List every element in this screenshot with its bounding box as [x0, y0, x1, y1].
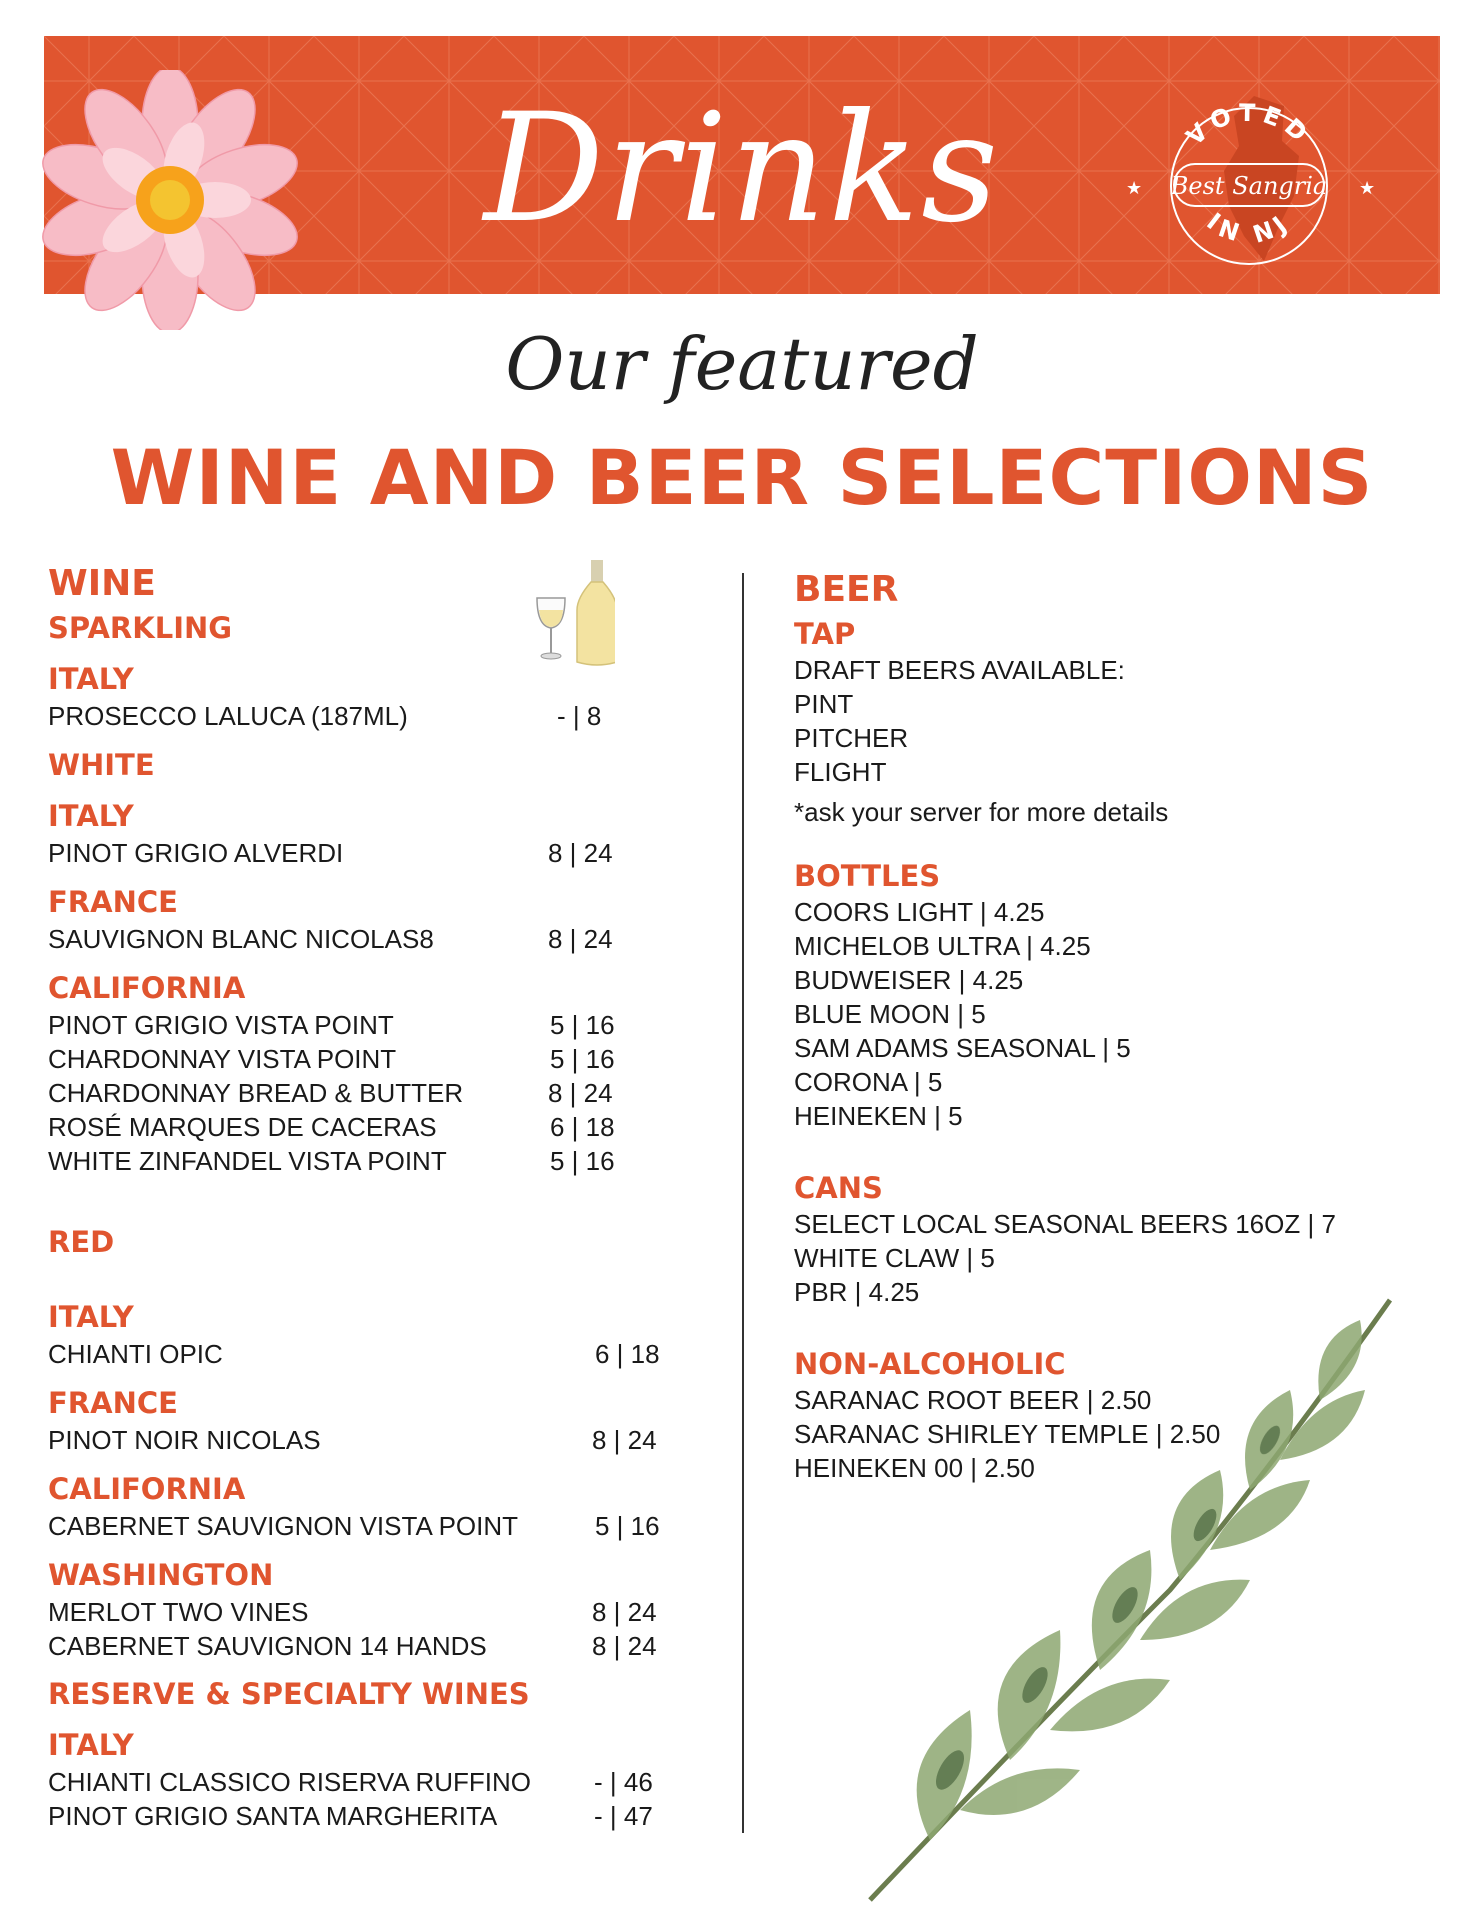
beer-item: PBR | 4.25: [794, 1277, 920, 1307]
tap-line: DRAFT BEERS AVAILABLE:: [794, 655, 1125, 685]
wine-price: 8 | 24: [548, 838, 613, 868]
cans-heading: CANS: [794, 1171, 883, 1205]
wine-price: 8 | 24: [592, 1597, 657, 1627]
sparkling-heading: SPARKLING: [48, 611, 233, 645]
beer-item: HEINEKEN | 5: [794, 1101, 963, 1131]
tap-line: FLIGHT: [794, 757, 887, 787]
beer-item: SELECT LOCAL SEASONAL BEERS 16OZ | 7: [794, 1209, 1336, 1239]
wine-price: 6 | 18: [550, 1112, 615, 1142]
sparkling-italy-heading: ITALY: [48, 662, 134, 696]
wine-glass-bottle-icon: [535, 558, 615, 668]
wine-price: - | 47: [594, 1801, 653, 1831]
wine-item: SAUVIGNON BLANC NICOLAS8: [48, 924, 434, 954]
wine-price: 8 | 24: [592, 1631, 657, 1661]
wine-price: - | 8: [557, 701, 602, 731]
beer-heading: BEER: [794, 569, 899, 610]
wine-item: PINOT NOIR NICOLAS: [48, 1425, 321, 1455]
column-divider: [742, 573, 744, 1833]
wine-price: 8 | 24: [548, 1078, 613, 1108]
wine-price: - | 46: [594, 1767, 653, 1797]
beer-item: SARANAC SHIRLEY TEMPLE | 2.50: [794, 1419, 1221, 1449]
beer-item: CORONA | 5: [794, 1067, 943, 1097]
wine-item: CABERNET SAUVIGNON 14 HANDS: [48, 1631, 487, 1661]
red-washington-heading: WASHINGTON: [48, 1558, 274, 1592]
red-california-heading: CALIFORNIA: [48, 1472, 246, 1506]
beer-item: COORS LIGHT | 4.25: [794, 897, 1045, 927]
wine-item: MERLOT TWO VINES: [48, 1597, 309, 1627]
wine-heading: WINE: [48, 563, 156, 604]
bottles-heading: BOTTLES: [794, 859, 941, 893]
beer-item: BUDWEISER | 4.25: [794, 965, 1024, 995]
red-france-heading: FRANCE: [48, 1386, 178, 1420]
tap-heading: TAP: [794, 617, 856, 651]
badge-top-text: VOTED: [1180, 98, 1317, 151]
svg-text:★: ★: [1359, 178, 1376, 199]
beer-item: SARANAC ROOT BEER | 2.50: [794, 1385, 1152, 1415]
white-italy-heading: ITALY: [48, 799, 134, 833]
leaf-branch-icon: [850, 1290, 1410, 1910]
wine-item: CHIANTI CLASSICO RISERVA RUFFINO: [48, 1767, 532, 1797]
wine-item: PINOT GRIGIO SANTA MARGHERITA: [48, 1801, 498, 1831]
beer-item: MICHELOB ULTRA | 4.25: [794, 931, 1091, 961]
red-heading: RED: [48, 1225, 115, 1259]
wine-price: 8 | 24: [592, 1425, 657, 1455]
svg-text:★: ★: [1126, 178, 1143, 199]
wine-item: ROSÉ MARQUES DE CACERAS: [48, 1112, 437, 1142]
white-france-heading: FRANCE: [48, 885, 178, 919]
wine-price: 8 | 24: [548, 924, 613, 954]
beer-item: BLUE MOON | 5: [794, 999, 986, 1029]
flower-icon: [40, 70, 300, 330]
best-sangria-badge: [1104, 86, 1394, 276]
wine-item: CHARDONNAY BREAD & BUTTER: [48, 1078, 464, 1108]
beer-item: SAM ADAMS SEASONAL | 5: [794, 1033, 1131, 1063]
wine-price: 5 | 16: [595, 1511, 660, 1541]
tap-note: *ask your server for more details: [794, 797, 1169, 827]
wine-item: CHARDONNAY VISTA POINT: [48, 1044, 397, 1074]
white-california-heading: CALIFORNIA: [48, 971, 246, 1005]
wine-price: 5 | 16: [550, 1146, 615, 1176]
beer-item: HEINEKEN 00 | 2.50: [794, 1453, 1035, 1483]
non-alcoholic-heading: NON-ALCOHOLIC: [794, 1347, 1066, 1381]
page-title: Drinks: [483, 82, 1001, 256]
wine-item: CABERNET SAUVIGNON VISTA POINT: [48, 1511, 519, 1541]
wine-price: 5 | 16: [550, 1044, 615, 1074]
wine-price: 5 | 16: [550, 1010, 615, 1040]
badge-middle-text: Best Sangria: [1170, 172, 1328, 200]
wine-item: WHITE ZINFANDEL VISTA POINT: [48, 1146, 447, 1176]
main-title: WINE AND BEER SELECTIONS: [110, 433, 1374, 522]
wine-item: CHIANTI OPIC: [48, 1339, 223, 1369]
reserve-italy-heading: ITALY: [48, 1728, 134, 1762]
wine-item: PROSECCO LALUCA (187ML): [48, 701, 408, 731]
badge-bottom-text: IN NJ: [1201, 207, 1297, 249]
tap-line: PITCHER: [794, 723, 909, 753]
wine-item: PINOT GRIGIO ALVERDI: [48, 838, 344, 868]
white-heading: WHITE: [48, 748, 155, 782]
tap-line: PINT: [794, 689, 854, 719]
beer-item: WHITE CLAW | 5: [794, 1243, 995, 1273]
red-italy-heading: ITALY: [48, 1300, 134, 1334]
wine-item: PINOT GRIGIO VISTA POINT: [48, 1010, 394, 1040]
reserve-heading: RESERVE & SPECIALTY WINES: [48, 1677, 530, 1711]
subtitle: Our featured: [505, 322, 979, 406]
wine-price: 6 | 18: [595, 1339, 660, 1369]
